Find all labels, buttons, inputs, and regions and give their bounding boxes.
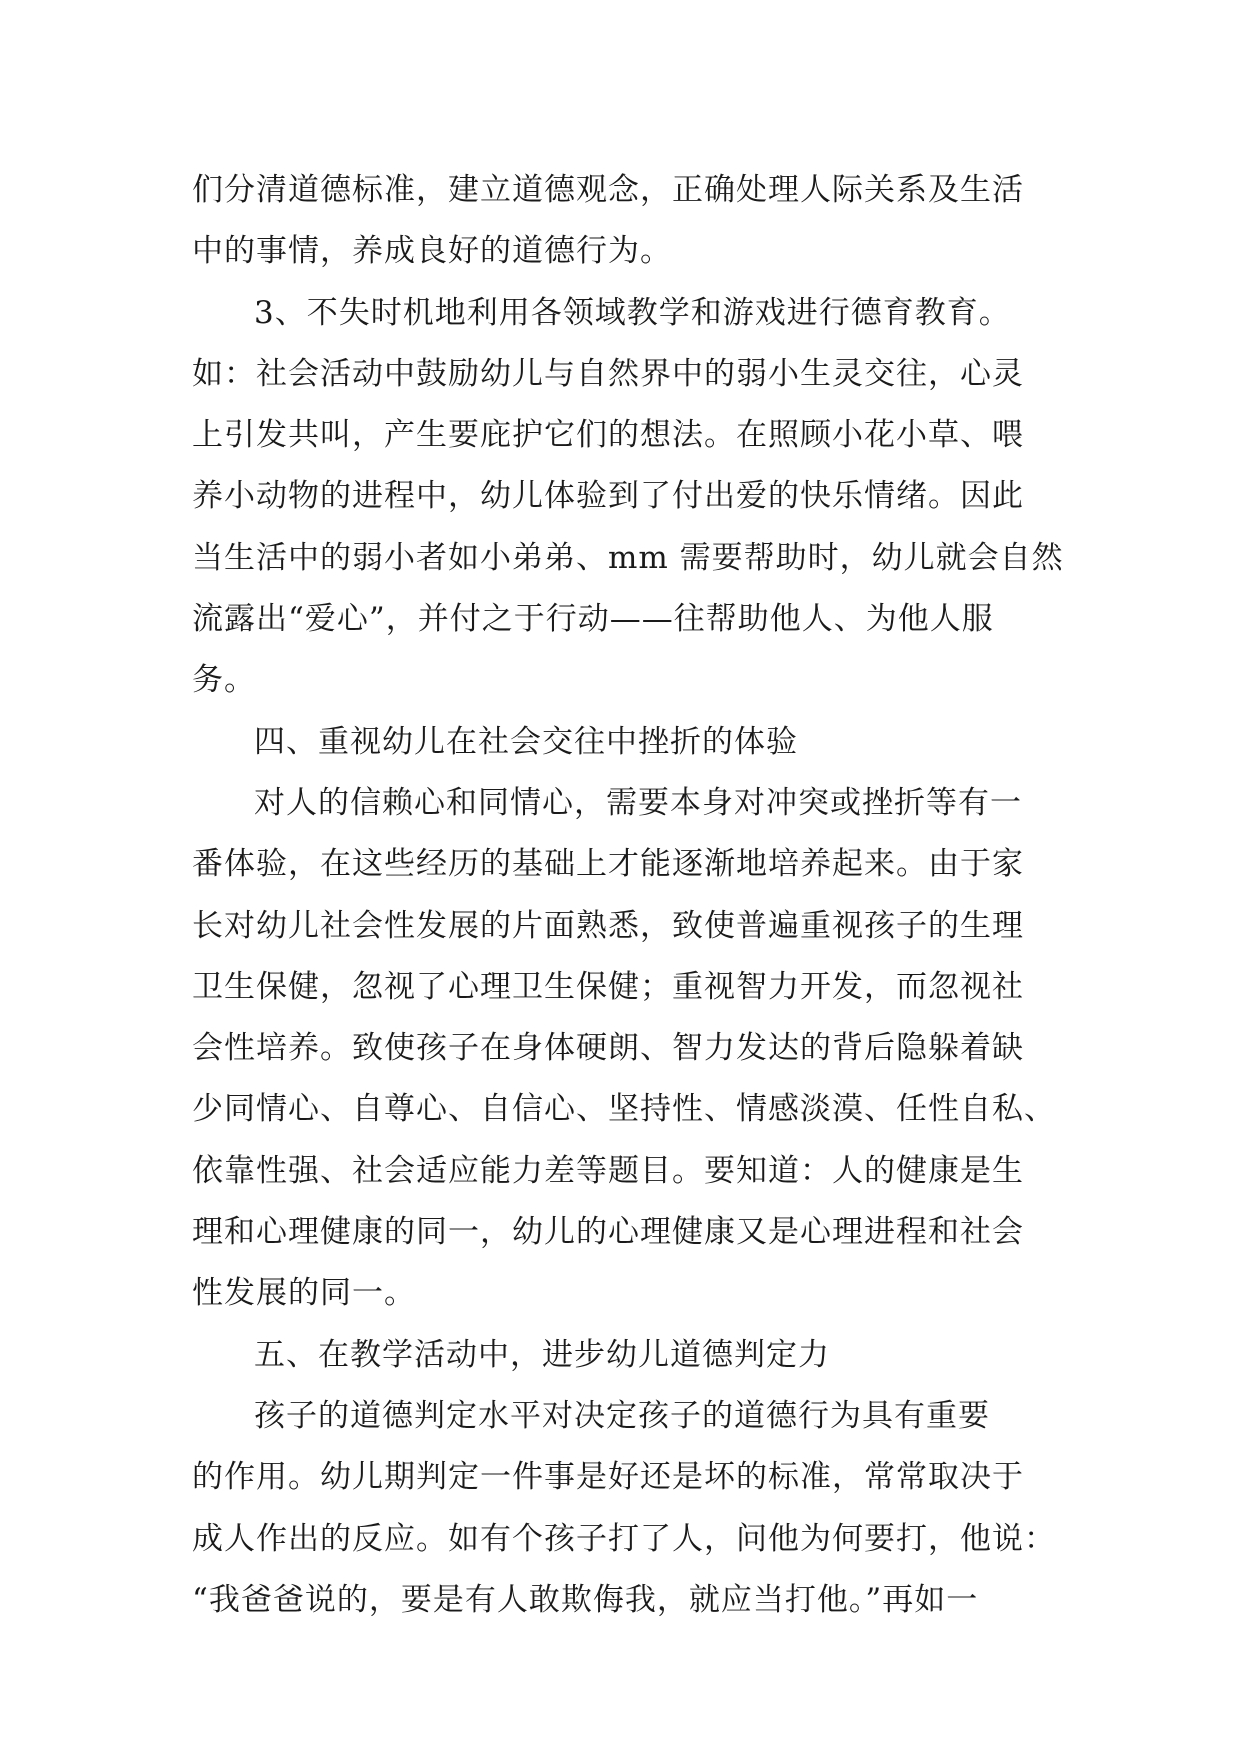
text-line: 3、不失时机地利用各领域教学和游戏进行德育教育。 [254, 294, 1011, 331]
document-body [192, 160, 1064, 1631]
text-line: 会性培养。致使孩子在身体硬朗、智力发达的背后隐躲着缺 [192, 1030, 1024, 1067]
text-line: 性发展的同一。 [192, 1275, 416, 1312]
text-line: 的作用。幼儿期判定一件事是好还是坏的标准，常常取决于 [192, 1459, 1024, 1496]
text-line: 养小动物的进程中，幼儿体验到了付出爱的快乐情绪。因此 [192, 478, 1024, 515]
section-heading: 四、重视幼儿在社会交往中挫折的体验 [254, 723, 798, 760]
text-line: 少同情心、自尊心、自信心、坚持性、情感淡漠、任性自私、 [192, 1091, 1056, 1128]
text-line: 中的事情，养成良好的道德行为。 [192, 233, 672, 270]
text-line: 依靠性强、社会适应能力差等题目。要知道：人的健康是生 [192, 1152, 1024, 1189]
text-line: 孩子的道德判定水平对决定孩子的道德行为具有重要 [254, 1397, 990, 1434]
text-line: 当生活中的弱小者如小弟弟、mm 需要帮助时，幼儿就会自然 [192, 539, 1064, 576]
text-line: 卫生保健，忽视了心理卫生保健；重视智力开发，而忽视社 [192, 968, 1024, 1005]
text-line: “我爸爸说的，要是有人敢欺侮我，就应当打他。”再如一 [192, 1581, 979, 1618]
text-line: 番体验，在这些经历的基础上才能逐渐地培养起来。由于家 [192, 846, 1024, 883]
text-line: 理和心理健康的同一，幼儿的心理健康又是心理进程和社会 [192, 1214, 1024, 1251]
text-line: 们分清道德标准，建立道德观念，正确处理人际关系及生活 [192, 172, 1024, 208]
text-line: 长对幼儿社会性发展的片面熟悉，致使普遍重视孩子的生理 [192, 907, 1024, 944]
text-line: 如：社会活动中鼓励幼儿与自然界中的弱小生灵交往，心灵 [192, 355, 1024, 392]
text-line: 上引发共叫，产生要庇护它们的想法。在照顾小花小草、喂 [192, 417, 1024, 454]
text-line: 务。 [192, 662, 256, 699]
text-line: 流露出“爱心”，并付之于行动——往帮助他人、为他人服 [192, 601, 994, 638]
text-line: 成人作出的反应。如有个孩子打了人，问他为何要打，他说： [192, 1520, 1056, 1557]
text-line: 对人的信赖心和同情心，需要本身对冲突或挫折等有一 [254, 784, 1022, 821]
section-heading: 五、在教学活动中，进步幼儿道德判定力 [254, 1336, 830, 1373]
